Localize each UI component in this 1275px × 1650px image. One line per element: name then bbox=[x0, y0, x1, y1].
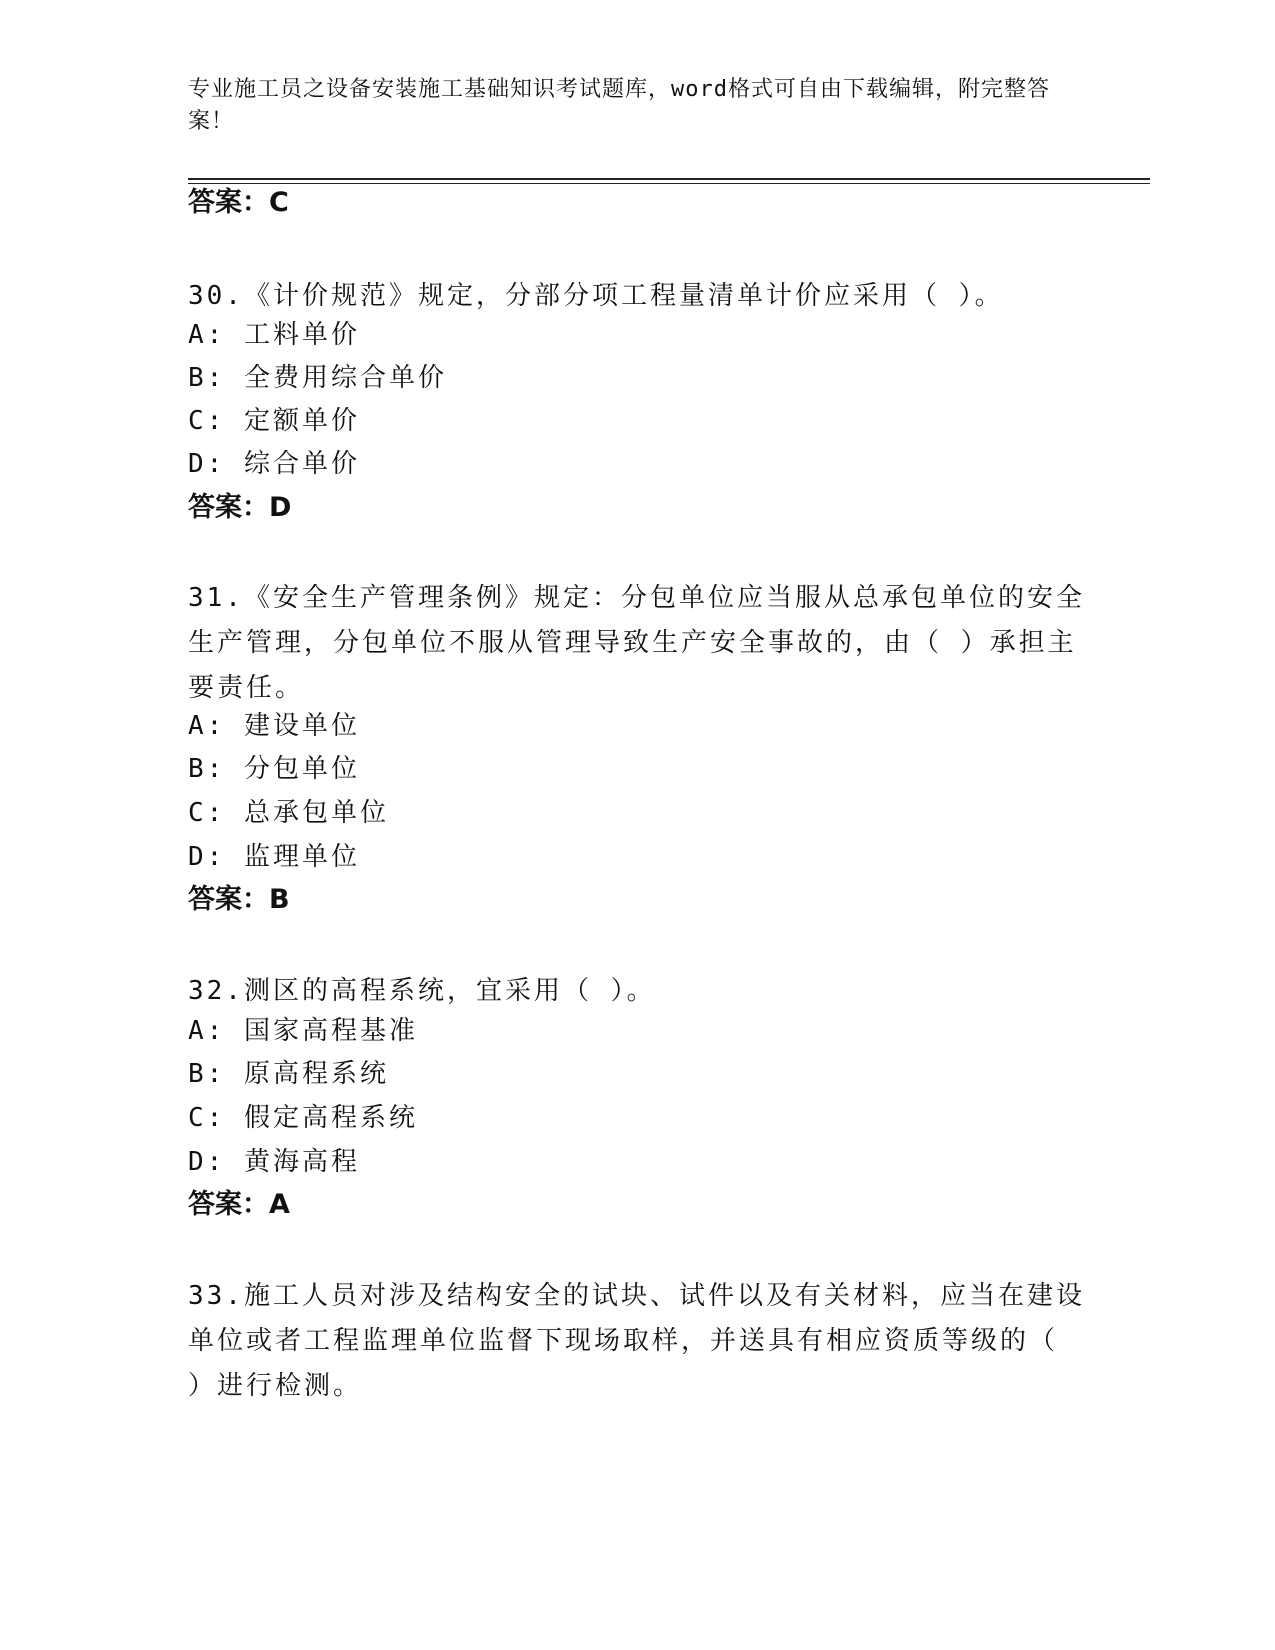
option-32-b: B: 原高程系统 bbox=[188, 1059, 389, 1089]
question-31: 31.《安全生产管理条例》规定：分包单位应当服从总承包单位的安全生产管理，分包单位不服从管理导致生产安全事故的，由（ ）承担主要责任。 bbox=[188, 583, 1085, 703]
answer-30: 答案：D bbox=[188, 492, 292, 523]
option-30-c: C: 定额单价 bbox=[188, 406, 360, 436]
header-divider-thin bbox=[188, 183, 1150, 184]
question-33: 33.施工人员对涉及结构安全的试块、试件以及有关材料，应当在建设单位或者工程监理单位监督下现场取样，并送具有相应资质等级的（ ）进行检测。 bbox=[188, 1281, 1085, 1401]
document-header: 专业施工员之设备安装施工基础知识考试题库，word格式可自由下载编辑，附完整答案！ bbox=[188, 77, 1050, 134]
option-30-d: D: 综合单价 bbox=[188, 449, 360, 479]
question-32: 32.测区的高程系统，宜采用（ ）。 bbox=[188, 976, 656, 1006]
option-30-b: B: 全费用综合单价 bbox=[188, 363, 447, 393]
answer-31: 答案：B bbox=[188, 884, 290, 915]
option-32-d: D: 黄海高程 bbox=[188, 1147, 360, 1177]
answer-32: 答案：A bbox=[188, 1189, 290, 1220]
option-31-d: D: 监理单位 bbox=[188, 842, 360, 872]
option-30-a: A: 工料单价 bbox=[188, 320, 360, 350]
question-30: 30.《计价规范》规定，分部分项工程量清单计价应采用（ ）。 bbox=[188, 281, 1004, 311]
header-divider bbox=[188, 178, 1150, 180]
answer-29: 答案：C bbox=[188, 187, 289, 218]
option-31-b: B: 分包单位 bbox=[188, 754, 360, 784]
option-32-c: C: 假定高程系统 bbox=[188, 1103, 418, 1133]
option-31-a: A: 建设单位 bbox=[188, 711, 360, 741]
option-32-a: A: 国家高程基准 bbox=[188, 1016, 418, 1046]
option-31-c: C: 总承包单位 bbox=[188, 798, 389, 828]
